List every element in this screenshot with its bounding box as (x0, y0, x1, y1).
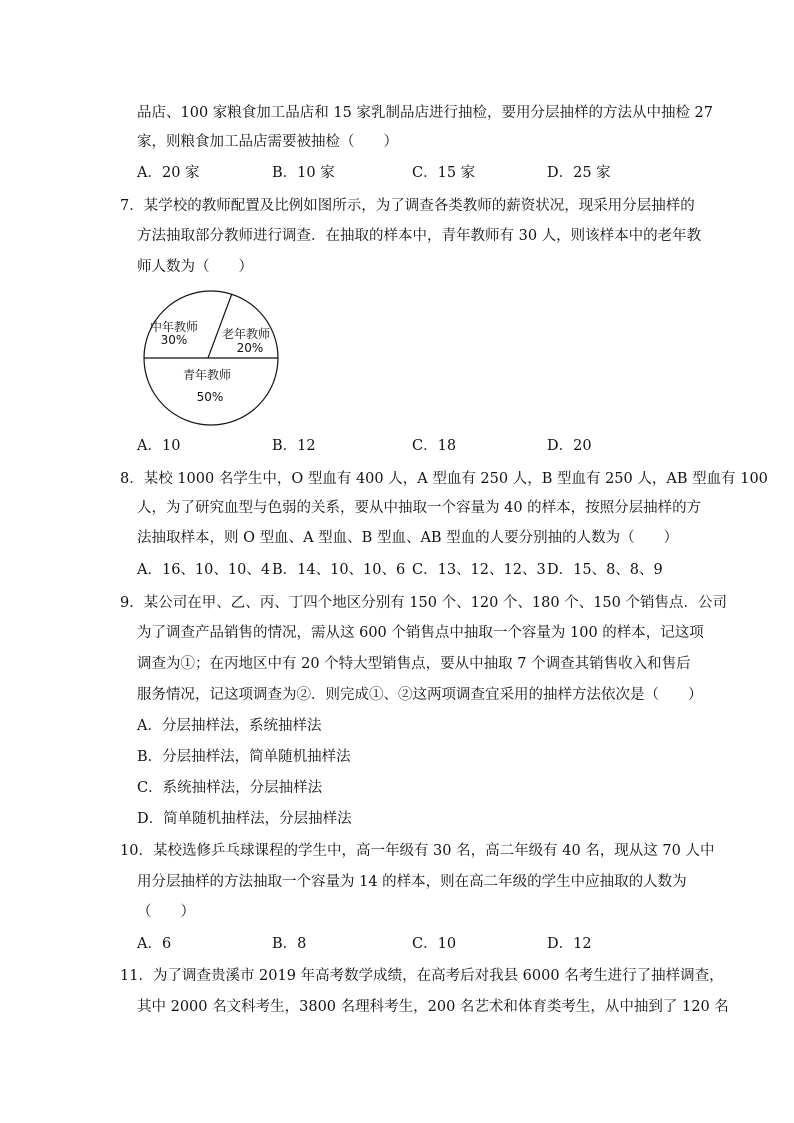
q9-line-3: 调查为①；在丙地区中有 20 个特大型销售点，要从中抽取 7 个调查其销售收入和售后 (137, 656, 691, 672)
pie-label-middle-aged: 中年教师 (149, 320, 199, 334)
pie-label-young: 青年教师 (182, 368, 232, 382)
q7-option-c: C．18 (412, 438, 457, 454)
q10-line-2: 用分层抽样的方法抽取一个容量为 14 的样本，则在高二年级的学生中应抽取的人数为 (137, 874, 687, 890)
q11-line-2: 其中 2000 名文科考生，3800 名理科考生，200 名艺术和体育类考生，从中抽到了 120 名 (137, 999, 729, 1015)
q10-line-1: 10．某校选修乒乓球课程的学生中，高一年级有 30 名，高二年级有 40 名，现从这 70 人中 (120, 843, 715, 859)
teacher-ratio-pie-chart (141, 288, 281, 428)
q6-option-d: D．25 家 (547, 165, 611, 181)
q6-line-2: 家，则粮食加工品店需要被抽检（ ） (137, 134, 398, 150)
q8-option-a: A．16、10、10、4 (137, 562, 271, 578)
q6-line-1: 品店、100 家粮食加工品店和 15 家乳制品店进行抽检，要用分层抽样的方法从中抽检 27 (137, 105, 714, 121)
q8-line-3: 法抽取样本，则 O 型血、A 型血、B 型血、AB 型血的人要分别抽的人数为（ ） (137, 530, 679, 546)
q9-option-d: D．简单随机抽样法，分层抽样法 (137, 811, 352, 827)
q8-option-d: D．15、8、8、9 (547, 562, 663, 578)
q8-line-1: 8．某校 1000 名学生中，O 型血有 400 人，A 型血有 250 人，B 型血有 250 人，AB 型血有 100 (120, 471, 768, 487)
q8-line-2: 人，为了研究血型与色弱的关系，要从中抽取一个容量为 40 的样本，按照分层抽样的方 (137, 500, 702, 516)
q7-option-a: A．10 (137, 438, 181, 454)
q10-option-c: C．10 (412, 936, 457, 952)
q6-option-a: A．20 家 (137, 165, 200, 181)
q7-line-2: 方法抽取部分教师进行调查．在抽取的样本中，青年教师有 30 人，则该样本中的老年教 (137, 228, 702, 244)
pie-value-middle-aged: 30% (160, 333, 188, 347)
q9-line-4: 服务情况，记这项调查为②．则完成①、②这两项调查宜采用的抽样方法依次是（ ） (137, 687, 703, 703)
pie-value-senior: 20% (236, 341, 264, 355)
q9-option-b: B．分层抽样法，简单随机抽样法 (137, 749, 351, 765)
q9-line-1: 9．某公司在甲、乙、丙、丁四个地区分别有 150 个、120 个、180 个、150 个销售点．公司 (120, 595, 727, 611)
q10-option-b: B．8 (272, 936, 307, 952)
q10-option-d: D．12 (547, 936, 592, 952)
pie-value-young: 50% (196, 390, 224, 404)
q11-line-1: 11．为了调查贵溪市 2019 年高考数学成绩，在高考后对我县 6000 名考生进行了抽样调查， (120, 968, 724, 984)
q8-option-c: C．13、12、12、3 (412, 562, 546, 578)
q7-option-d: D．20 (547, 438, 592, 454)
pie-label-senior: 老年教师 (221, 327, 271, 341)
q9-option-c: C．系统抽样法，分层抽样法 (137, 780, 323, 796)
q10-option-a: A．6 (137, 936, 172, 952)
q10-line-3: （ ） (137, 904, 195, 920)
q9-line-2: 为了调查产品销售的情况，需从这 600 个销售点中抽取一个容量为 100 的样本，记这项 (137, 625, 704, 641)
q6-option-b: B．10 家 (272, 165, 335, 181)
q9-option-a: A．分层抽样法，系统抽样法 (137, 718, 322, 734)
q6-option-c: C．15 家 (412, 165, 476, 181)
q8-option-b: B．14、10、10、6 (272, 562, 406, 578)
q7-line-1: 7．某学校的教师配置及比例如图所示，为了调查各类教师的薪资状况，现采用分层抽样的 (120, 198, 695, 214)
q7-option-b: B．12 (272, 438, 316, 454)
q7-line-3: 师人数为（ ） (137, 259, 253, 275)
